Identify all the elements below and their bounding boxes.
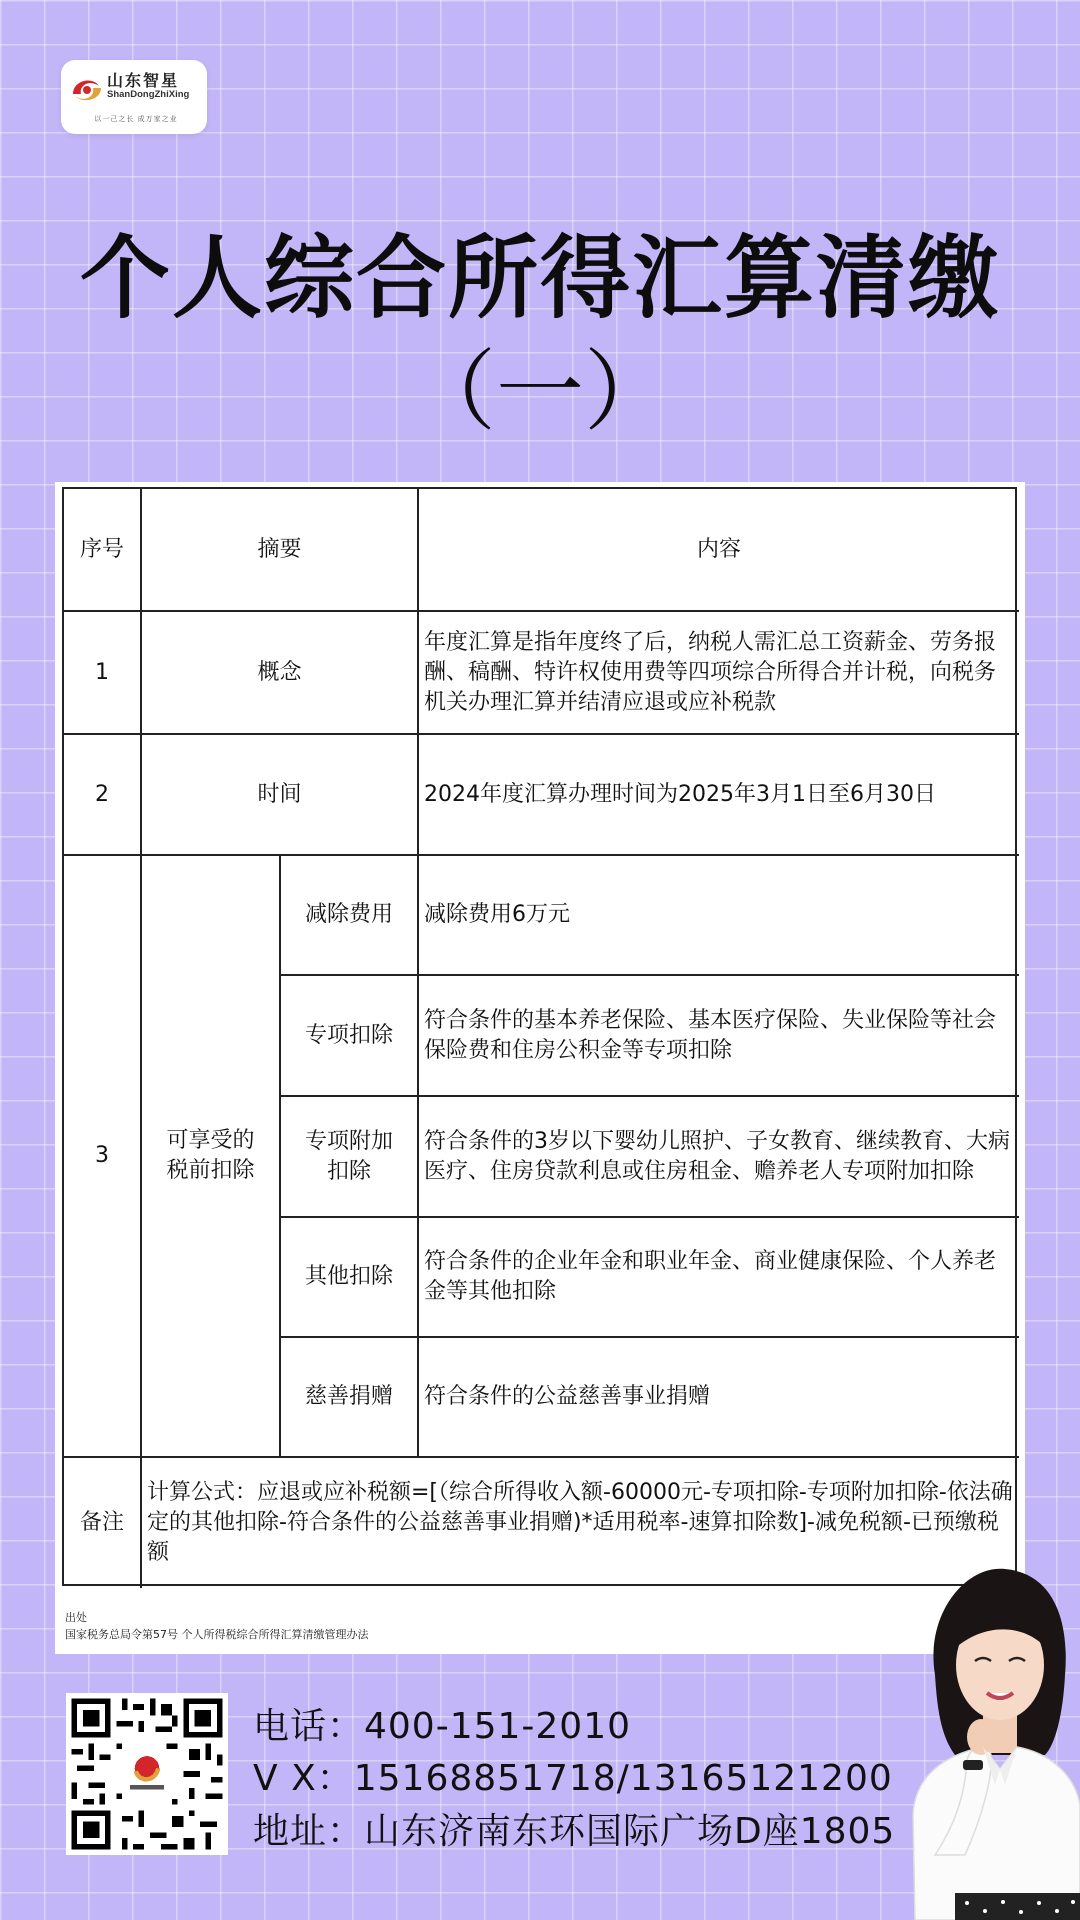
contact-vx: V X：15168851718/13165121200 (253, 1758, 893, 1799)
contact-address: 地址：山东济南东环国际广场D座1805 (253, 1811, 896, 1852)
deduction-name: 慈善捐赠 (281, 1338, 419, 1458)
qr-code (66, 1693, 228, 1855)
row1-summary: 概念 (142, 612, 419, 735)
remark-label: 备注 (64, 1458, 142, 1588)
source-label: 出处 (65, 1611, 87, 1624)
deduction-name: 专项扣除 (281, 976, 419, 1097)
deduction-name: 减除费用 (281, 856, 419, 976)
deduction-content: 符合条件的基本养老保险、基本医疗保险、失业保险等社会保险费和住房公积金等专项扣除 (419, 976, 1019, 1097)
logo-swirl-icon (67, 70, 107, 110)
source-text: 国家税务总局令第57号 个人所得税综合所得汇算清缴管理办法 (65, 1628, 369, 1641)
deduction-content: 符合条件的3岁以下婴幼儿照护、子女教育、继续教育、大病医疗、住房贷款利息或住房租金、赡养老人专项附加扣除 (419, 1097, 1019, 1218)
deduction-content: 减除费用6万元 (419, 856, 1019, 976)
source-note (65, 1609, 665, 1643)
row3-seq: 3 (64, 856, 142, 1458)
tax-table (62, 487, 1017, 1586)
row3-group: 可享受的税前扣除 (142, 856, 281, 1458)
row1-content: 年度汇算是指年度终了后，纳税人需汇总工资薪金、劳务报酬、稿酬、特许权使用费等四项综合所得合并计税，向税务机关办理汇算并结清应退或应补税款 (419, 612, 1019, 735)
deduction-name: 其他扣除 (281, 1218, 419, 1338)
deduction-name: 专项附加扣除 (281, 1097, 419, 1218)
row2-summary: 时间 (142, 735, 419, 856)
deduction-content: 符合条件的企业年金和职业年金、商业健康保险、个人养老金等其他扣除 (419, 1218, 1019, 1338)
row2-seq: 2 (64, 735, 142, 856)
contact-phone: 电话：400-151-2010 (253, 1706, 632, 1747)
header-seq: 序号 (64, 489, 142, 612)
header-summary: 摘要 (142, 489, 419, 612)
logo-name-en: ShanDongZhiXing (107, 89, 190, 100)
row2-content: 2024年度汇算办理时间为2025年3月1日至6月30日 (419, 735, 1019, 856)
presenter-portrait (895, 1555, 1080, 1920)
company-logo (61, 60, 207, 134)
row1-seq: 1 (64, 612, 142, 735)
content-card (55, 482, 1025, 1654)
header-content: 内容 (419, 489, 1019, 612)
remark-content: 计算公式：应退或应补税额=[（综合所得收入额-60000元-专项扣除-专项附加扣除-依法确定的其他扣除-符合条件的公益慈善事业捐赠)*适用税率-速算扣除数]-减免税额-已预缴税额 (147, 1480, 1013, 1565)
logo-slogan: 以一己之长 成万家之业 (94, 115, 178, 123)
logo-name-cn: 山东智星 (107, 71, 180, 90)
page-title: 个人综合所得汇算清缴 (80, 226, 1000, 331)
deduction-content: 符合条件的公益慈善事业捐赠 (419, 1338, 1019, 1458)
page-subtitle: （一） (407, 340, 672, 443)
